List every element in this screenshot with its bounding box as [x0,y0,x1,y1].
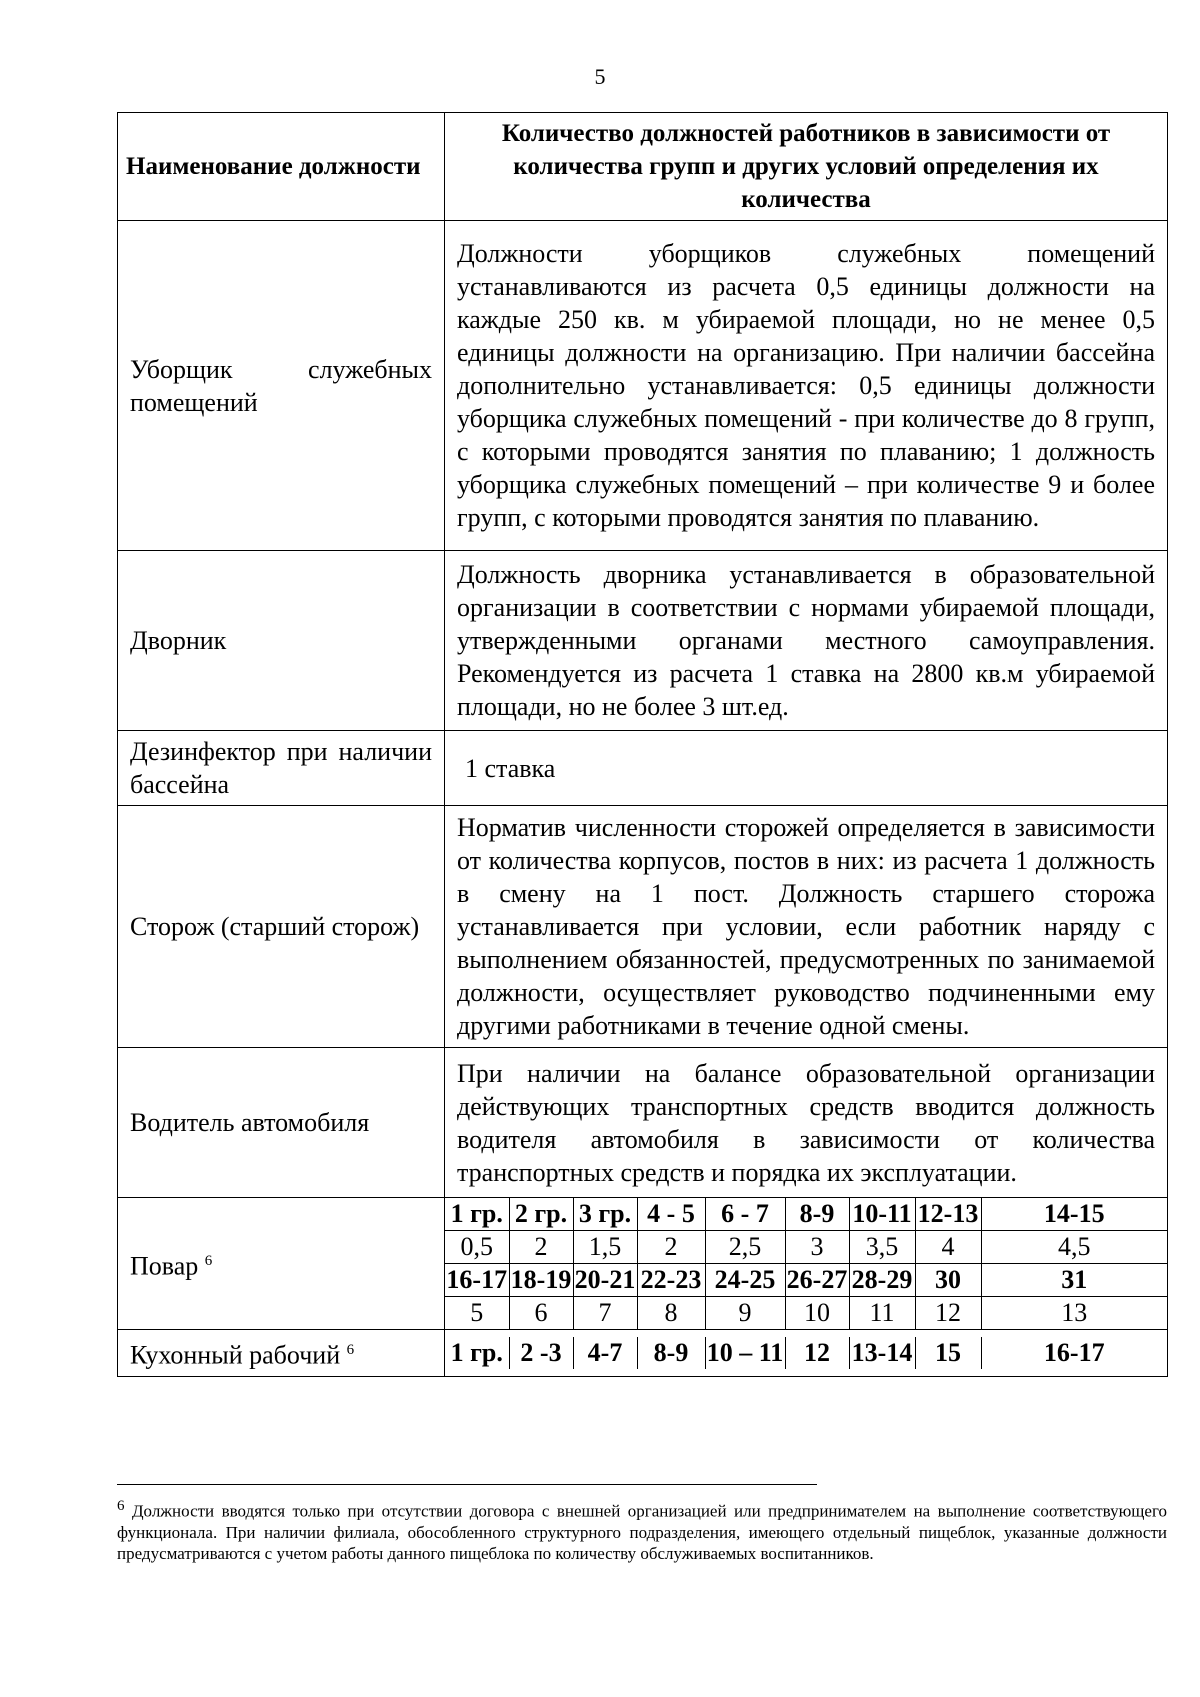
footnote-mark: 6 [117,1498,125,1514]
footnote-ref: 6 [346,1342,355,1358]
position-cleaner-word2: служебных [308,354,432,384]
position-janitor: Дворник [118,551,445,731]
cook-groups-row-2 [445,1264,1167,1297]
cook-group: 1 гр. [445,1198,509,1231]
position-kitchen-worker [118,1330,445,1377]
driver-description: При наличии на балансе образовательной организации действующих транспортных средств вводится должность водителя автомобиля в зависимости от количества транспортных средств и порядка их эксплуатации. [445,1048,1168,1198]
kitchen-group: 4-7 [573,1337,637,1369]
cook-group: 31 [981,1264,1167,1297]
cook-groups-row-1 [445,1198,1167,1231]
cook-value: 0,5 [445,1231,509,1264]
kitchen-group: 1 гр. [445,1337,509,1369]
cook-value: 1,5 [573,1231,637,1264]
cook-group: 10-11 [849,1198,915,1231]
position-driver: Водитель автомобиля [118,1048,445,1198]
kitchen-worker-grid [445,1337,1167,1369]
cook-value: 8 [637,1297,705,1330]
staffing-table [117,112,1168,1377]
cook-group: 26-27 [785,1264,849,1297]
watchman-description: Норматив численности сторожей определяется в зависимости от количества корпусов, постов в них: из расчета 1 должность в смену на 1 пост. Должность старшего сторожа устанавливается при условии, если работник наряду с выполнением обязанностей, предусмотренных по занимаемой должности, осуществляет руководство подчиненными ему другими работниками в течение одной смены. [445,806,1168,1048]
position-watchman: Сторож (старший сторож) [118,806,445,1048]
cook-value: 7 [573,1297,637,1330]
kitchen-group: 12 [785,1337,849,1369]
footnote-ref: 6 [204,1252,213,1269]
cook-group: 18-19 [509,1264,573,1297]
cook-value: 6 [509,1297,573,1330]
table-header-row [118,113,1168,221]
position-cleaner [118,221,445,551]
cook-values-row-1 [445,1231,1167,1264]
cook-group: 2 гр. [509,1198,573,1231]
cook-group: 14-15 [981,1198,1167,1231]
cook-values-row-2 [445,1297,1167,1330]
footnote [117,1496,1167,1564]
position-kitchen-worker-label: Кухонный рабочий [130,1340,341,1370]
cook-group: 8-9 [785,1198,849,1231]
position-cook-label: Повар [130,1251,199,1281]
cook-value: 12 [915,1297,981,1330]
footnote-separator [117,1484,817,1485]
kitchen-group: 10 – 11 [706,1337,784,1367]
page-number: 5 [594,64,606,89]
cook-group: 30 [915,1264,981,1297]
table-row [118,1198,1168,1330]
kitchen-group: 8-9 [637,1337,705,1369]
cook-group: 20-21 [573,1264,637,1297]
cook-value: 10 [785,1297,849,1330]
table-row [118,551,1168,731]
kitchen-group: 15 [915,1337,981,1369]
position-cook [118,1198,445,1330]
janitor-description: Должность дворника устанавливается в образовательной организации в соответствии с нормами убираемой площади, утвержденными органами местного самоуправления. Рекомендуется из расчета 1 ставка на 2800 кв.м убираемой площади, но не более 3 шт.ед. [445,551,1168,731]
position-disinfector: Дезинфектор при наличии бассейна [118,731,445,806]
cook-norms-grid [445,1198,1167,1329]
cook-group: 22-23 [637,1264,705,1297]
position-cleaner-word3: помещений [130,387,258,417]
table-row [118,731,1168,806]
kitchen-worker-groups-row [445,1337,1167,1369]
kitchen-worker-norms [445,1330,1168,1377]
cook-group: 6 - 7 [705,1198,785,1231]
table-row [118,221,1168,551]
cleaner-description: Должности уборщиков служебных помещений устанавливаются из расчета 0,5 единицы должности на каждые 250 кв. м убираемой площади, но не менее 0,5 единицы должности на организацию. При наличии бассейна дополнительно устанавливается: 0,5 единицы должности уборщика служебных помещений - при количестве до 8 групп, с которыми проводятся занятия по плаванию; 1 должность уборщика служебных помещений – при количестве 9 и более групп, с которыми проводятся занятия по плаванию. [445,221,1168,551]
cook-value: 3 [785,1231,849,1264]
cook-value: 4,5 [981,1231,1167,1264]
cook-value: 13 [981,1297,1167,1330]
cook-value: 2 [637,1231,705,1264]
cook-group: 16-17 [445,1264,509,1297]
table-row [118,1330,1168,1377]
position-cleaner-word1: Уборщик [130,354,233,384]
table-row [118,806,1168,1048]
header-position-name: Наименование должности [118,113,445,221]
cook-value: 4 [915,1231,981,1264]
cook-norms [445,1198,1168,1330]
cook-value: 5 [445,1297,509,1330]
cook-value: 11 [849,1297,915,1330]
cook-group: 24-25 [705,1264,785,1297]
disinfector-description: 1 ставка [445,731,1168,806]
kitchen-group: 2 -3 [509,1337,573,1369]
table-row [118,1048,1168,1198]
footnote-text: Должности вводятся только при отсутствии договора с внешней организацией или предпринимателем на выполнение соответствующего функционала. При наличии филиала, обособленного структурного подразделения, имеющего отдельный пищеблок, указанные должности предусматриваются с учетом работы данного пищеблока по количеству обслуживаемых воспитанников. [117,1501,1167,1563]
cook-group: 12-13 [915,1198,981,1231]
cook-value: 2 [509,1231,573,1264]
cook-group: 3 гр. [573,1198,637,1231]
cook-value: 9 [705,1297,785,1330]
cook-value: 3,5 [849,1231,915,1264]
cook-group: 4 - 5 [637,1198,705,1231]
kitchen-group: 16-17 [981,1337,1167,1369]
cook-group: 28-29 [849,1264,915,1297]
header-staff-count: Количество должностей работников в зависимости от количества групп и других условий определения их количества [445,113,1168,221]
cook-value: 2,5 [705,1231,785,1264]
kitchen-group: 13-14 [849,1337,915,1369]
